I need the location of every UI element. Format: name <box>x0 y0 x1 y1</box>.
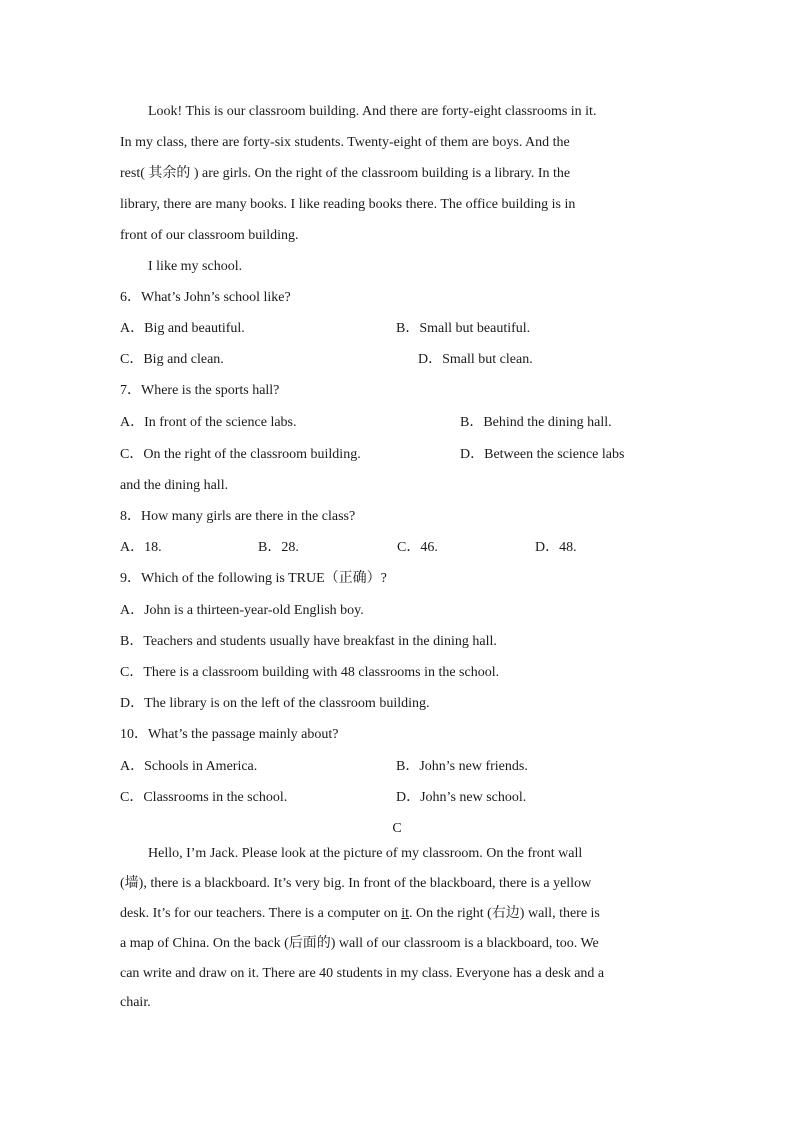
section-c-line-3 <box>120 905 600 923</box>
question-10-option-c[interactable]: C．Classrooms in the school. <box>120 790 288 805</box>
section-c-line-6: chair. <box>120 995 151 1010</box>
passage-line-3: rest( 其余的 ) are girls. On the right of the classroom building is a library. In the <box>120 166 571 181</box>
question-8-option-c[interactable]: C．46. <box>397 540 438 555</box>
question-8-option-d[interactable]: D．48. <box>535 540 577 555</box>
passage-line-5: front of our classroom building. <box>120 228 299 243</box>
question-7-option-d-continuation: and the dining hall. <box>120 478 229 493</box>
question-10-option-a[interactable]: A．Schools in America. <box>120 759 258 774</box>
question-9-option-b[interactable]: B．Teachers and students usually have breakfast in the dining hall. <box>120 634 497 649</box>
passage-closing: I like my school. <box>148 259 243 274</box>
question-7-option-c[interactable]: C．On the right of the classroom building. <box>120 447 361 462</box>
section-c-line-1: Hello, I’m Jack. Please look at the picture of my classroom. On the front wall <box>148 846 583 861</box>
section-c-line-3-end: . On the right (右边) wall, there is <box>408 906 600 921</box>
passage-line-4: library, there are many books. I like reading books there. The office building is in <box>120 197 576 212</box>
section-c-line-4: a map of China. On the back (后面的) wall of our classroom is a blackboard, too. We <box>120 936 599 951</box>
question-9-option-d[interactable]: D．The library is on the left of the classroom building. <box>120 696 430 711</box>
question-7-option-d[interactable]: D．Between the science labs <box>460 447 625 462</box>
question-6-option-d[interactable]: D．Small but clean. <box>418 352 533 367</box>
underlined-word-it: it <box>401 906 409 921</box>
section-c-line-5: can write and draw on it. There are 40 students in my class. Everyone has a desk and a <box>120 966 605 981</box>
section-c-heading: C <box>392 821 402 836</box>
question-6-option-a[interactable]: A．Big and beautiful. <box>120 321 245 336</box>
question-10-stem: 10．What’s the passage mainly about? <box>120 727 339 742</box>
question-9-stem: 9．Which of the following is TRUE（正确）? <box>120 571 387 586</box>
question-8-option-a[interactable]: A．18. <box>120 540 162 555</box>
section-c-line-2: (墙), there is a blackboard. It’s very big. In front of the blackboard, there is a yellow <box>120 876 592 891</box>
question-7-option-a[interactable]: A．In front of the science labs. <box>120 415 297 430</box>
question-8-option-b[interactable]: B．28. <box>258 540 299 555</box>
passage-line-1: Look! This is our classroom building. And there are forty-eight classrooms in it. <box>148 104 597 119</box>
question-9-option-a[interactable]: A．John is a thirteen-year-old English boy. <box>120 603 364 618</box>
question-8-stem: 8．How many girls are there in the class? <box>120 509 356 524</box>
question-6-option-c[interactable]: C．Big and clean. <box>120 352 224 367</box>
question-7-stem: 7．Where is the sports hall? <box>120 383 280 398</box>
question-6-stem: 6．What’s John’s school like? <box>120 290 291 305</box>
passage-line-2: In my class, there are forty-six students. Twenty-eight of them are boys. And the <box>120 135 570 150</box>
section-c-line-3-start: desk. It’s for our teachers. There is a computer on <box>120 906 398 921</box>
question-10-option-b[interactable]: B．John’s new friends. <box>396 759 528 774</box>
question-9-option-c[interactable]: C．There is a classroom building with 48 classrooms in the school. <box>120 665 500 680</box>
question-10-option-d[interactable]: D．John’s new school. <box>396 790 527 805</box>
question-7-option-b[interactable]: B．Behind the dining hall. <box>460 415 612 430</box>
question-6-option-b[interactable]: B．Small but beautiful. <box>396 321 531 336</box>
